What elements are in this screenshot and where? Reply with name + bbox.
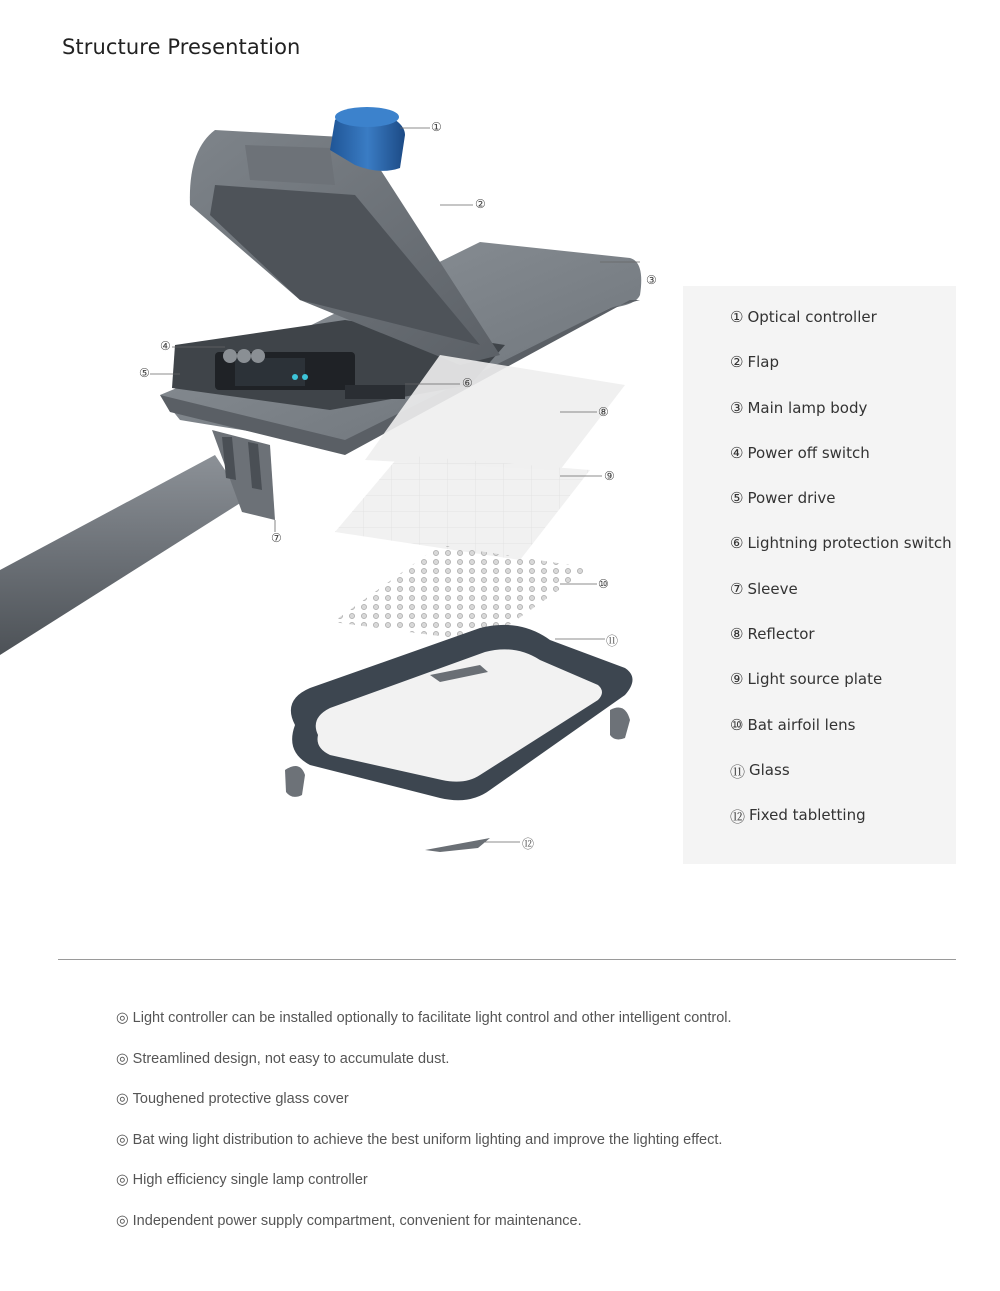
feature-item — [116, 1091, 732, 1132]
legend-item — [730, 580, 952, 625]
callout-11: ⑪ — [606, 634, 619, 648]
callout-10: ⑩ — [598, 577, 609, 591]
legend-label: Power off switch — [747, 443, 870, 462]
legend-label: Power drive — [747, 489, 836, 508]
feature-text: Streamlined design, not easy to accumulate dust. — [132, 1050, 450, 1067]
legend-number: ① — [730, 308, 744, 326]
callout-6: ⑥ — [462, 376, 473, 390]
legend-item — [730, 353, 952, 398]
legend-number: ⑤ — [730, 489, 744, 508]
feature-item — [116, 1213, 732, 1254]
feature-text: High efficiency single lamp controller — [132, 1172, 368, 1189]
lens-layer — [333, 545, 590, 642]
legend-label: Flap — [747, 353, 779, 372]
legend-number: ⑦ — [730, 579, 744, 598]
feature-item — [116, 1051, 732, 1092]
feature-item — [116, 1132, 732, 1173]
callout-1: ① — [431, 120, 442, 134]
pole — [0, 455, 245, 655]
callout-3: ③ — [646, 273, 657, 287]
legend-item — [730, 761, 952, 806]
legend-label: Sleeve — [747, 579, 798, 598]
legend-item — [730, 670, 952, 715]
bullet-icon: ◎ — [116, 1212, 129, 1229]
callout-9: ⑨ — [604, 469, 615, 483]
legend-item — [730, 625, 952, 670]
legend-number: ⑧ — [730, 625, 744, 644]
legend-number: ③ — [730, 398, 744, 417]
legend-label: Main lamp body — [747, 398, 868, 417]
callout-5: ⑤ — [139, 366, 150, 380]
light-source-plate-layer — [335, 455, 590, 560]
glass-layer — [291, 625, 633, 800]
legend-number: ⑨ — [730, 670, 744, 689]
section-divider — [58, 959, 956, 960]
bullet-icon: ◎ — [116, 1091, 129, 1108]
legend-item — [730, 716, 952, 761]
legend-number: ⑩ — [730, 715, 744, 734]
callout-7: ⑦ — [271, 531, 282, 545]
legend-number: ⑪ — [730, 762, 746, 781]
legend-number: ④ — [730, 443, 744, 462]
bullet-icon: ◎ — [116, 1010, 129, 1026]
feature-text: Independent power supply compartment, convenient for maintenance. — [132, 1212, 582, 1229]
legend-list — [730, 308, 952, 852]
page-title: Structure Presentation — [62, 35, 301, 59]
feature-text: Bat wing light distribution to achieve the best uniform lighting and improve the lighting effect. — [132, 1131, 723, 1148]
bullet-icon: ◎ — [116, 1050, 129, 1067]
callout-12: ⑫ — [522, 837, 535, 851]
bullet-icon: ◎ — [116, 1131, 129, 1148]
callout-2: ② — [475, 197, 486, 211]
exploded-lamp-diagram — [0, 80, 680, 880]
legend-item — [730, 806, 952, 851]
legend-label: Lightning protection switch — [747, 534, 952, 553]
legend-number: ② — [730, 353, 744, 372]
legend-label: Reflector — [747, 625, 815, 644]
feature-item — [116, 1172, 732, 1213]
legend-number: ⑫ — [730, 808, 746, 827]
legend-item — [730, 308, 952, 353]
legend-label: Optical controller — [747, 308, 877, 326]
legend-item — [730, 534, 952, 579]
bullet-icon: ◎ — [116, 1172, 129, 1189]
callout-8: ⑧ — [598, 405, 609, 419]
legend-item — [730, 399, 952, 444]
legend-item — [730, 489, 952, 534]
legend-label: Fixed tabletting — [749, 806, 866, 825]
legend-item — [730, 444, 952, 489]
feature-list — [116, 1010, 732, 1254]
feature-item — [116, 1010, 732, 1051]
callout-4: ④ — [160, 339, 171, 353]
feature-text: Toughened protective glass cover — [132, 1091, 349, 1108]
legend-label: Bat airfoil lens — [747, 715, 856, 734]
legend-label: Glass — [749, 760, 790, 779]
legend-number: ⑥ — [730, 534, 744, 553]
legend-label: Light source plate — [747, 670, 883, 689]
feature-text: Light controller can be installed optionally to facilitate light control and other intelligent control. — [132, 1010, 732, 1026]
